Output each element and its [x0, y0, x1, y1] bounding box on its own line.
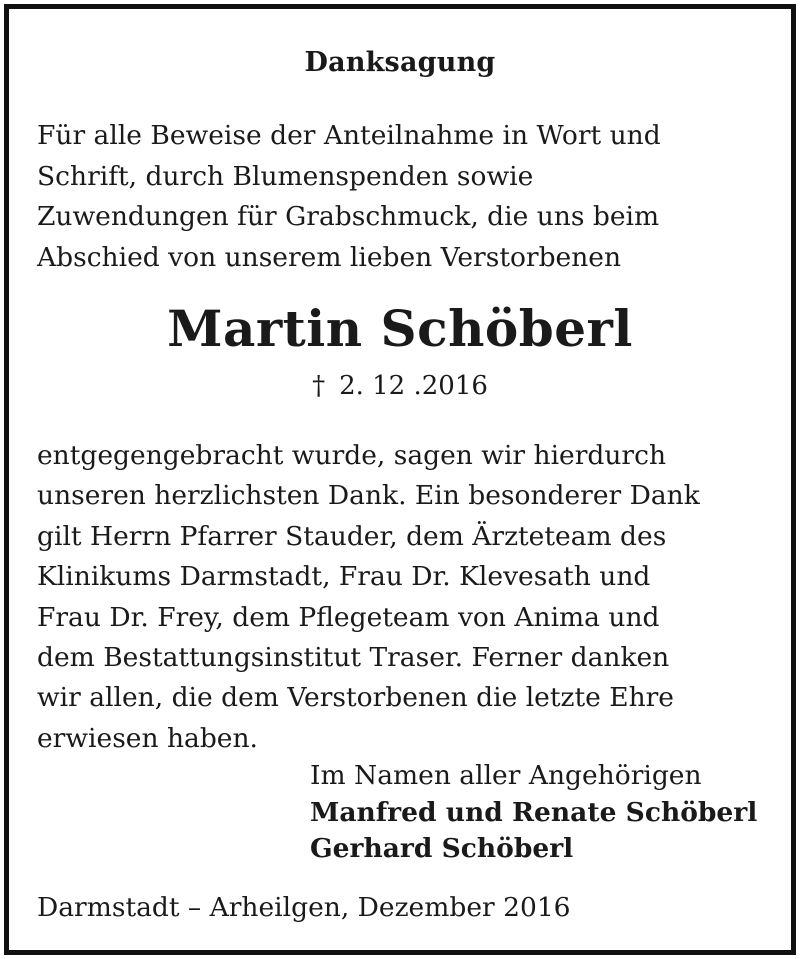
- cross-icon: †: [312, 371, 326, 401]
- deceased-name: Martin Schöberl: [167, 299, 633, 358]
- notice-content: [9, 9, 791, 950]
- intro-line: Schrift, durch Blumenspenden sowie: [37, 160, 534, 192]
- place-date: Darmstadt – Arheilgen, Dezember 2016: [37, 892, 571, 923]
- signature-intro: Im Namen aller Angehörigen: [310, 760, 702, 791]
- body-line: erwiesen haben.: [37, 722, 258, 754]
- body-line: gilt Herrn Pfarrer Stauder, dem Ärzteteam des: [37, 520, 667, 552]
- body-line: entgegengebracht wurde, sagen wir hierdurch: [37, 440, 667, 471]
- signature-name: Manfred und Renate Schöberl: [310, 796, 758, 828]
- signature-name: Gerhard Schöberl: [310, 833, 574, 864]
- body-paragraph: [37, 436, 700, 759]
- intro-line: Für alle Beweise der Anteilnahme in Wort und: [37, 120, 661, 151]
- death-date-line: [9, 371, 791, 401]
- death-date: 2. 12 .2016: [339, 371, 488, 401]
- body-line: Klinikums Darmstadt, Frau Dr. Klevesath und: [37, 561, 651, 593]
- intro-line: Abschied von unserem lieben Verstorbenen: [37, 241, 622, 273]
- intro-line: Zuwendungen für Grabschmuck, die uns beim: [37, 201, 660, 233]
- body-line: dem Bestattungsinstitut Traser. Ferner danken: [37, 642, 670, 674]
- body-line: Frau Dr. Frey, dem Pflegeteam von Anima und: [37, 601, 660, 633]
- body-line: wir allen, die dem Verstorbenen die letzte Ehre: [37, 682, 674, 714]
- signature-block: [310, 758, 757, 868]
- intro-paragraph: [37, 116, 661, 278]
- notice-heading: Danksagung: [304, 47, 496, 78]
- body-line: unseren herzlichsten Dank. Ein besonderer Dank: [37, 480, 700, 512]
- notice-frame: [4, 4, 796, 955]
